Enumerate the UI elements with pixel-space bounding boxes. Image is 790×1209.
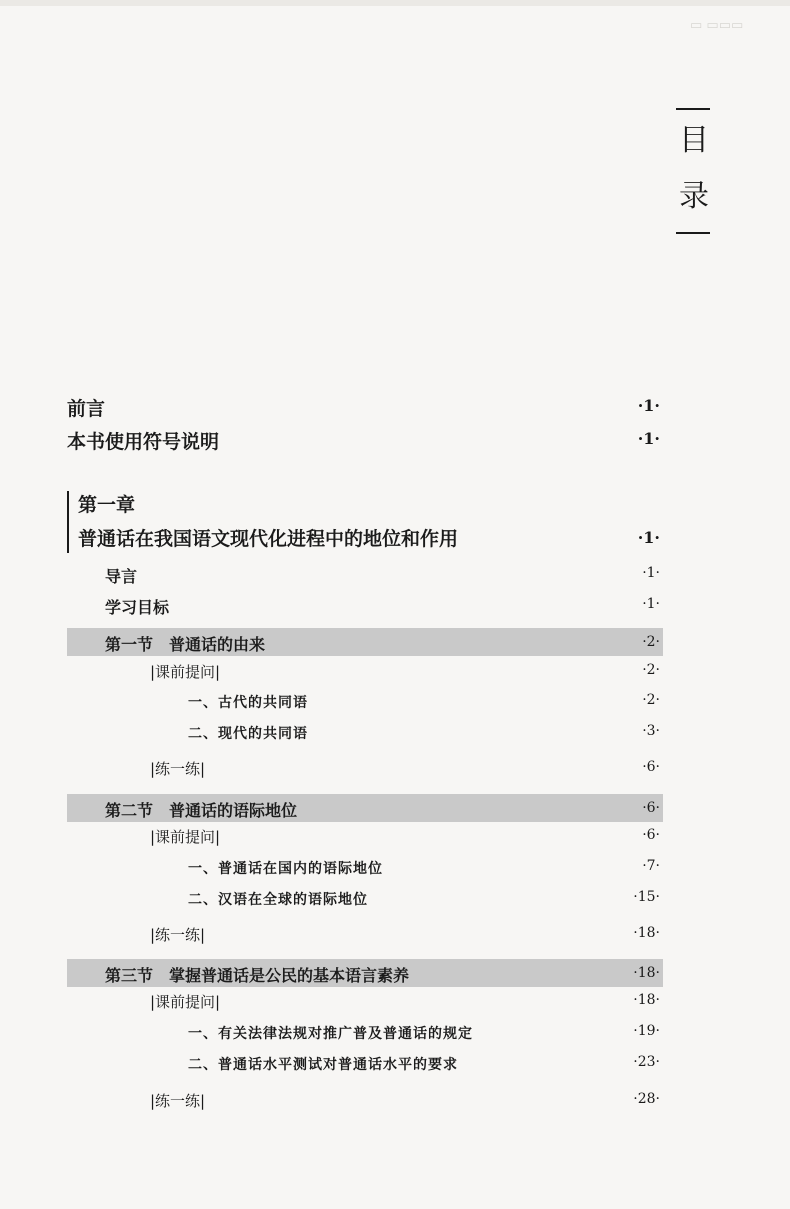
toc-entry-page: ·2· bbox=[642, 692, 660, 708]
toc-entry-page: ·6· bbox=[642, 827, 660, 843]
toc-title bbox=[676, 108, 710, 234]
toc-entry-page: ·15· bbox=[633, 889, 660, 905]
toc-entry-section-1[interactable] bbox=[0, 628, 790, 656]
title-rule-bottom bbox=[676, 232, 710, 234]
practice-label: |练一练| bbox=[150, 760, 206, 778]
toc-entry-page: ·1· bbox=[637, 528, 660, 547]
pre-question-label: |课前提问| bbox=[150, 828, 221, 846]
toc-entry-page: ·18· bbox=[633, 992, 660, 1008]
toc-entry-page: ·6· bbox=[642, 759, 660, 775]
item-label: 一、普通话在国内的语际地位 bbox=[188, 861, 383, 877]
chapter-number: 第一章 bbox=[78, 494, 136, 516]
toc-entry-page: ·18· bbox=[633, 925, 660, 941]
toc-entry-item[interactable] bbox=[0, 885, 790, 911]
toc-entry-chapter-1[interactable] bbox=[0, 524, 790, 554]
toc-entry-preface[interactable] bbox=[0, 392, 790, 422]
toc-entry-page: ·1· bbox=[637, 429, 660, 448]
title-rule-top bbox=[676, 108, 710, 110]
toc-entry-item[interactable] bbox=[0, 719, 790, 745]
toc-entry-pre-question[interactable] bbox=[0, 823, 790, 849]
item-label: 一、古代的共同语 bbox=[188, 695, 308, 711]
toc-entry-page: ·23· bbox=[633, 1054, 660, 1070]
title-char-1: 目 bbox=[679, 123, 709, 158]
toc-entry-label: 学习目标 bbox=[105, 598, 170, 617]
toc-entry-label: 本书使用符号说明 bbox=[67, 431, 220, 453]
practice-label: |练一练| bbox=[150, 926, 206, 944]
toc-entry-label: 导言 bbox=[105, 567, 138, 586]
toc-entry-pre-question[interactable] bbox=[0, 658, 790, 684]
pre-question-label: |课前提问| bbox=[150, 993, 221, 1011]
item-label: 二、普通话水平测试对普通话水平的要求 bbox=[188, 1057, 458, 1073]
toc-entry-pre-question[interactable] bbox=[0, 988, 790, 1014]
chapter-title: 普通话在我国语文现代化进程中的地位和作用 bbox=[78, 528, 459, 550]
item-label: 二、汉语在全球的语际地位 bbox=[188, 892, 368, 908]
toc-entry-page: ·1· bbox=[637, 396, 660, 415]
toc-entry-page: ·18· bbox=[633, 965, 660, 981]
toc-entry-page: ·2· bbox=[642, 662, 660, 678]
toc-entry-item[interactable] bbox=[0, 854, 790, 880]
section-title: 第一节 普通话的由来 bbox=[105, 635, 266, 654]
toc-entry-item[interactable] bbox=[0, 1019, 790, 1045]
toc-entry-item[interactable] bbox=[0, 688, 790, 714]
toc-entry-item[interactable] bbox=[0, 1050, 790, 1076]
item-label: 二、现代的共同语 bbox=[188, 726, 308, 742]
title-char-2: 录 bbox=[679, 179, 709, 214]
practice-label: |练一练| bbox=[150, 1092, 206, 1110]
chapter-heading bbox=[0, 490, 790, 520]
toc-entry-page: ·1· bbox=[642, 596, 660, 612]
toc-entry-practice[interactable] bbox=[0, 1087, 790, 1113]
toc-entry-page: ·6· bbox=[642, 800, 660, 816]
show-through-marks: ▭ ▭▭▭ bbox=[690, 18, 744, 33]
toc-entry-page: ·2· bbox=[642, 634, 660, 650]
toc-entry-intro[interactable] bbox=[0, 561, 790, 587]
toc-entry-label: 前言 bbox=[67, 398, 106, 420]
item-label: 一、有关法律法规对推广普及普通话的规定 bbox=[188, 1026, 473, 1042]
section-title: 第三节 掌握普通话是公民的基本语言素养 bbox=[105, 966, 410, 985]
toc-entry-page: ·3· bbox=[642, 723, 660, 739]
section-title: 第二节 普通话的语际地位 bbox=[105, 801, 298, 820]
toc-entry-goals[interactable] bbox=[0, 592, 790, 618]
toc-entry-page: ·7· bbox=[642, 858, 660, 874]
toc-entry-section-3[interactable] bbox=[0, 959, 790, 987]
pre-question-label: |课前提问| bbox=[150, 663, 221, 681]
toc-entry-page: ·28· bbox=[633, 1091, 660, 1107]
page-edge bbox=[0, 0, 790, 6]
toc-entry-symbols[interactable] bbox=[0, 425, 790, 455]
toc-entry-section-2[interactable] bbox=[0, 794, 790, 822]
toc-entry-practice[interactable] bbox=[0, 921, 790, 947]
toc-entry-page: ·1· bbox=[642, 565, 660, 581]
toc-entry-page: ·19· bbox=[633, 1023, 660, 1039]
toc-entry-practice[interactable] bbox=[0, 755, 790, 781]
